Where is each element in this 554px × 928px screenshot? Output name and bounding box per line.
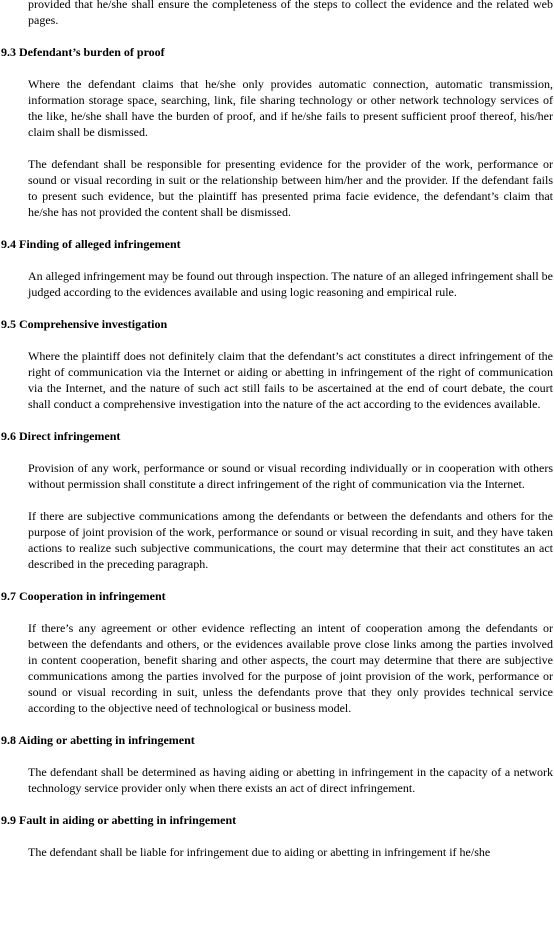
section-9-9 [0, 812, 554, 860]
section-paragraph: Provision of any work, performance or sound or visual recording individually or in cooperation with others without permission shall constitute a direct infringement of the right of communication via the Internet. [28, 461, 553, 491]
section-9-8 [0, 732, 554, 796]
section-9-7 [0, 588, 554, 716]
section-paragraph: The defendant shall be liable for infringement due to aiding or abetting in infringement if he/she [28, 845, 491, 859]
section-paragraph: The defendant shall be responsible for presenting evidence for the provider of the work, performance or sound or visual recording in suit or the relationship between him/her and the provider. If the defendant fails to present such evidence, but the plaintiff has presented prima facie evidence, the defendant’s claim that he/she has not provided the content shall be dismissed. [28, 157, 553, 219]
section-paragraph: Where the plaintiff does not definitely claim that the defendant’s act constitutes a direct infringement of the right of communication via the Internet or aiding or abetting in infringement of the right of communication via the Internet, and the nature of such act still fails to be ascertained at the end of court debate, the court shall conduct a comprehensive investigation into the nature of the act according to the evidences available. [28, 349, 553, 411]
section-heading: 9.8 Aiding or abetting in infringement [1, 733, 195, 747]
section-paragraph: The defendant shall be determined as having aiding or abetting in infringement in the capacity of a network technology service provider only when there exists an act of direct infringement. [28, 765, 553, 795]
section-paragraph: If there’s any agreement or other evidence reflecting an intent of cooperation among the defendants or between the defendants and others, or the evidences available prove close links among the parties involved in content cooperation, benefit sharing and other aspects, the court may determine that there are subjective communications among the parties involved for the purpose of joint provision of the work, performance or sound or visual recording in suit, unless the defendants prove that they only provides technical service according to the objective need of technological or business model. [28, 621, 553, 715]
section-9-5 [0, 316, 554, 412]
intro-continuation-paragraph: provided that he/she shall ensure the completeness of the steps to collect the evidence and the related web pages. [28, 0, 553, 27]
section-heading: 9.3 Defendant’s burden of proof [1, 45, 165, 59]
section-heading: 9.7 Cooperation in infringement [1, 589, 166, 603]
section-heading: 9.4 Finding of alleged infringement [1, 237, 181, 251]
section-9-4 [0, 236, 554, 300]
section-heading: 9.6 Direct infringement [1, 429, 121, 443]
section-paragraph: Where the defendant claims that he/she only provides automatic connection, automatic transmission, information storage space, searching, link, file sharing technology or other network technology services of the like, he/she shall have the burden of proof, and if he/she fails to present sufficient proof thereof, his/her claim shall be dismissed. [28, 77, 553, 139]
section-9-3 [0, 44, 554, 220]
section-heading: 9.9 Fault in aiding or abetting in infringement [1, 813, 237, 827]
section-paragraph: If there are subjective communications among the defendants or between the defendants and others for the purpose of joint provision of the work, performance or sound or visual recording in suit, and they have taken actions to realize such subjective communications, the court may determine that their act constitutes an act described in the preceding paragraph. [28, 509, 553, 571]
section-9-6 [0, 428, 554, 572]
section-heading: 9.5 Comprehensive investigation [1, 317, 168, 331]
section-paragraph: An alleged infringement may be found out through inspection. The nature of an alleged infringement shall be judged according to the evidences available and using logic reasoning and empirical rule. [28, 269, 553, 299]
